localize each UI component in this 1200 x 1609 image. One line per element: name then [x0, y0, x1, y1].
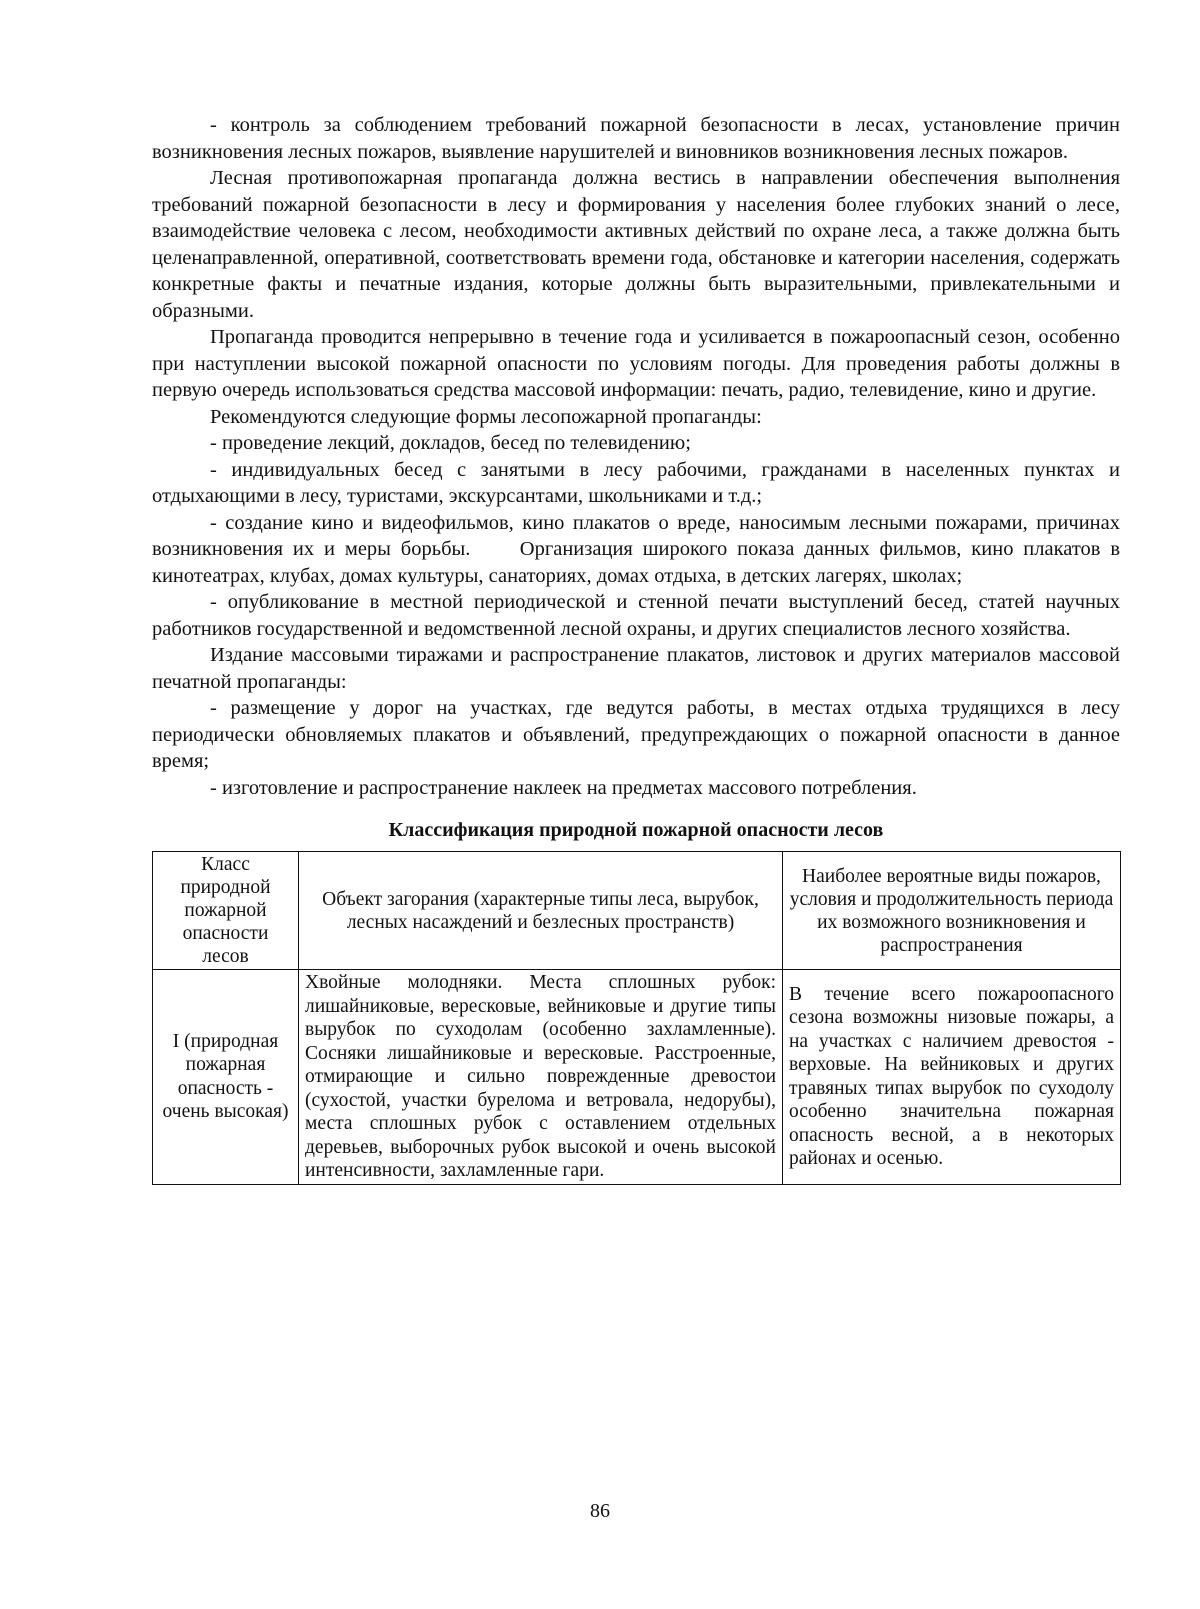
list-item: - опубликование в местной периодической и стенной печати выступлений бесед, статей научных работников государственной и ведомственной лесной охраны, и других специалистов лесного хозяйства.: [152, 591, 1120, 640]
paragraph: Рекомендуются следующие формы лесопожарной пропаганды:: [210, 405, 762, 428]
table-header-row: [153, 852, 1121, 970]
header-fires: Наиболее вероятные виды пожаров, условия и продолжительность периода их возможного возникновения и распространения: [783, 852, 1121, 970]
header-object: Объект загорания (характерные типы леса, вырубок, лесных насаждений и безлесных пространств): [299, 852, 783, 970]
page-body: [152, 112, 1126, 1185]
list-item: - размещение у дорог на участках, где ведутся работы, в местах отдыха трудящихся в лесу периодически обновляемых плакатов и объявлений, предупреждающих о пожарной опасности в данное время;: [152, 697, 1120, 772]
cell-object: Хвойные молодняки. Места сплошных рубок: лишайниковые, вересковые, вейниковые и другие типы вырубок по суходолам (особенно захламленные). Сосняки лишайниковые и вересковые. Расстроенные, отмирающие и сильно поврежденные древостои (сухостой, участки бурелома и ветровала, недорубы), места сплошных рубок с оставлением отдельных деревьев, выборочных рубок высокой и очень высокой интенсивности, захламленные гари.: [299, 970, 783, 1185]
classification-table: [152, 851, 1121, 1185]
paragraph: - контроль за соблюдением требований пожарной безопасности в лесах, установление причин возникновения лесных пожаров, выявление нарушителей и виновников возникновения лесных пожаров.: [152, 114, 1120, 163]
list-item: - изготовление и распространение наклеек на предметах массового потребления.: [210, 776, 917, 799]
header-class: Класс природной пожарной опасности лесов: [153, 852, 299, 970]
paragraph: Издание массовыми тиражами и распространение плакатов, листовок и других материалов массовой печатной пропаганды:: [152, 644, 1120, 693]
list-item: - проведение лекций, докладов, бесед по телевидению;: [210, 432, 691, 454]
cell-class: I (природная пожарная опасность - очень высокая): [153, 970, 299, 1185]
paragraph: Лесная противопожарная пропаганда должна вестись в направлении обеспечения выполнения требований пожарной безопасности в лесу и формирования у населения более глубоких знаний о лесе, взаимодействие человека с лесом, необходимости активных действий по охране леса, а также должна быть целенаправленной, оперативной, соответствовать времени года, обстановке и категории населения, содержать конкретные факты и печатные издания, которые должны быть выразительными, привлекательными и образными.: [152, 167, 1120, 322]
list-item: - индивидуальных бесед с занятыми в лесу рабочими, гражданами в населенных пунктах и отдыхающими в лесу, туристами, экскурсантами, школьниками и т.д.;: [152, 458, 1120, 507]
page-number: 86: [590, 1500, 610, 1522]
paragraph: Пропаганда проводится непрерывно в течение года и усиливается в пожароопасный сезон, особенно при наступлении высокой пожарной опасности по условиям погоды. Для проведения работы должны в первую очередь использоваться средства массовой информации: печать, радио, телевидение, кино и другие.: [152, 326, 1120, 401]
list-item: - создание кино и видеофильмов, кино плакатов о вреде, наносимым лесными пожарами, причинах возникновения их и меры борьбы. Организация широкого показа данных фильмов, кино плакатов в кинотеатрах, клубах, домах культуры, санаториях, домах отдыха, в детских лагерях, школах;: [152, 511, 1126, 587]
table-row: [153, 970, 1121, 1185]
table-title: Классификация природной пожарной опасности лесов: [388, 819, 884, 841]
cell-fires: В течение всего пожароопасного сезона возможны низовые пожары, а на участках с наличием древостоя - верховые. На вейниковых и других травяных типах вырубок по суходолу особенно значительна пожарная опасность весной, а в некоторых районах и осенью.: [783, 970, 1121, 1185]
